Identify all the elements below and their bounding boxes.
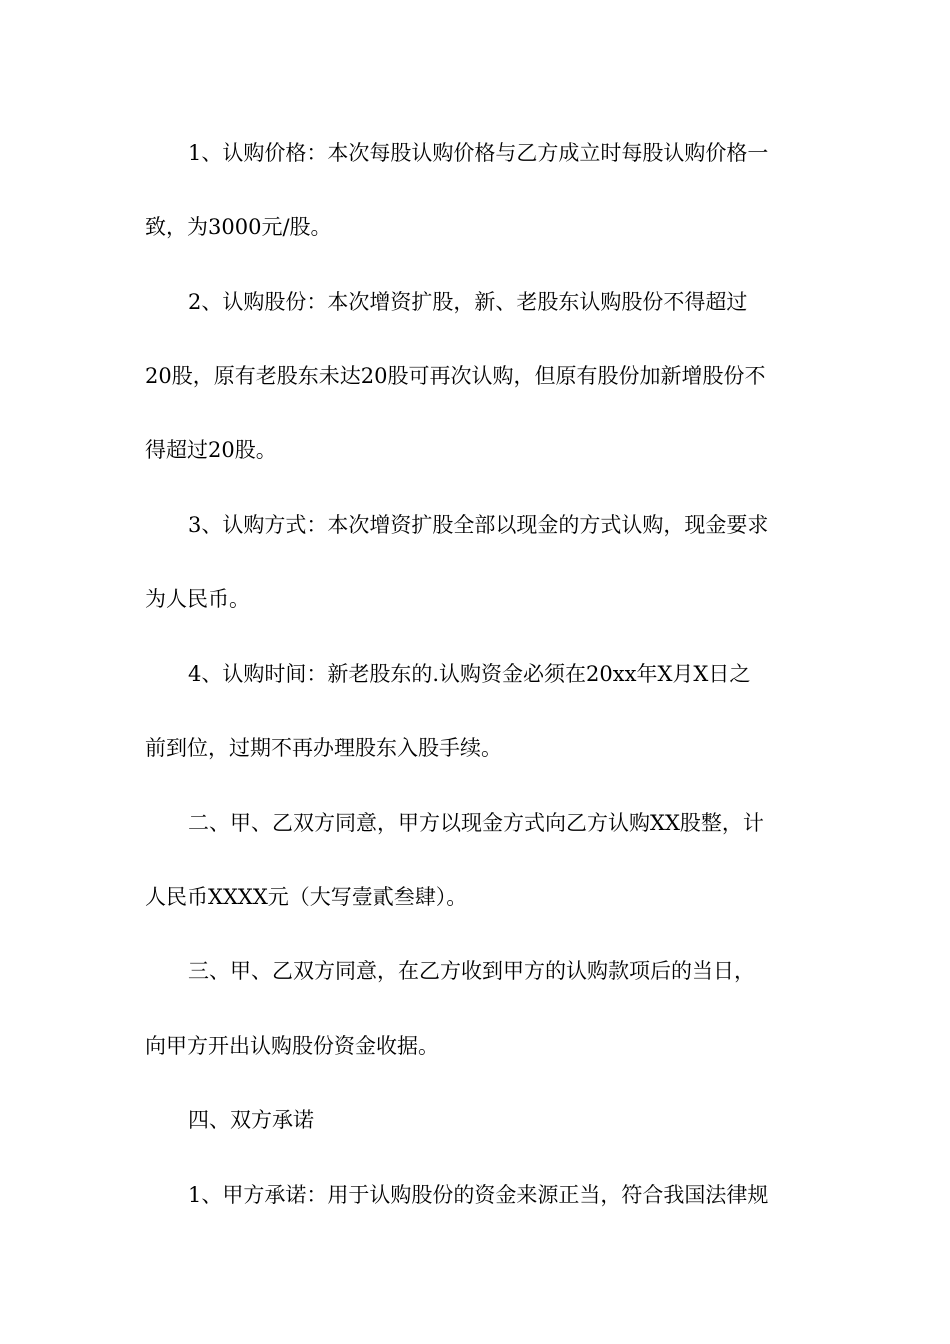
- section-3-line-1: 三、甲、乙双方同意，在乙方收到甲方的认购款项后的当日，: [188, 959, 755, 983]
- clause-3-line-1: 3、认购方式：本次增资扩股全部以现金的方式认购，现金要求: [188, 513, 769, 537]
- clause-1-line-1: 1、认购价格：本次每股认购价格与乙方成立时每股认购价格一: [188, 141, 769, 165]
- section-2-line-2: 人民币XXXX元（大写壹貳叁肆）。: [145, 885, 468, 909]
- clause-2-line-2: 20股，原有老股东未达20股可再次认购，但原有股份加新增股份不: [145, 364, 766, 388]
- section-4-heading: 四、双方承诺: [188, 1108, 314, 1132]
- clause-3-line-2: 为人民币。: [145, 587, 250, 611]
- clause-1-line-2: 致，为3000元/股。: [145, 215, 332, 239]
- commitment-1-line-1: 1、甲方承诺：用于认购股份的资金来源正当，符合我国法律规: [188, 1183, 769, 1207]
- clause-2-line-3: 得超过20股。: [145, 438, 277, 462]
- section-3-line-2: 向甲方开出认购股份资金收据。: [145, 1034, 439, 1058]
- clause-4-line-2: 前到位，过期不再办理股东入股手续。: [145, 736, 502, 760]
- clause-4-line-1: 4、认购时间：新老股东的.认购资金必须在20xx年X月X日之: [188, 662, 751, 686]
- section-2-line-1: 二、甲、乙双方同意，甲方以现金方式向乙方认购XX股整，计: [188, 811, 764, 835]
- clause-2-line-1: 2、认购股份：本次增资扩股，新、老股东认购股份不得超过: [188, 290, 748, 314]
